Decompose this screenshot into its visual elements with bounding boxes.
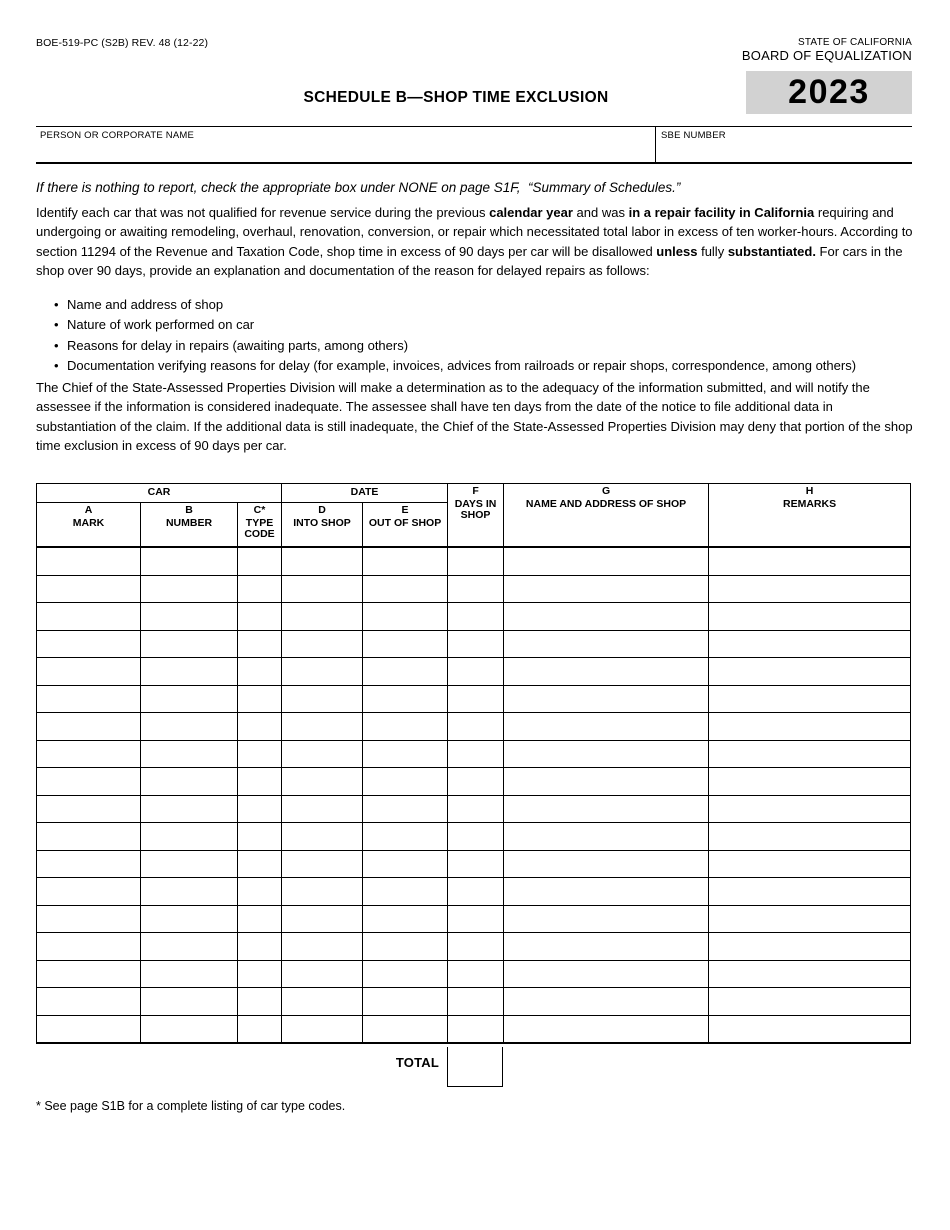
table-cell[interactable]	[141, 850, 238, 878]
table-cell[interactable]	[363, 547, 448, 575]
table-cell[interactable]	[504, 603, 709, 631]
table-cell[interactable]	[37, 713, 141, 741]
table-cell[interactable]	[282, 823, 363, 851]
table-cell[interactable]	[282, 713, 363, 741]
table-cell[interactable]	[504, 850, 709, 878]
table-cell[interactable]	[37, 850, 141, 878]
table-cell[interactable]	[141, 960, 238, 988]
table-cell[interactable]	[141, 988, 238, 1016]
column-letter: G	[601, 485, 611, 497]
table-cell[interactable]	[709, 768, 911, 796]
table-cell[interactable]	[37, 878, 141, 906]
table-cell[interactable]	[238, 547, 282, 575]
table-cell[interactable]	[141, 878, 238, 906]
column-letter: A	[84, 504, 93, 516]
table-cell[interactable]	[504, 823, 709, 851]
column-header-days-in-shop	[448, 484, 504, 548]
table-cell[interactable]	[37, 823, 141, 851]
table-cell[interactable]	[363, 933, 448, 961]
table-cell[interactable]	[709, 685, 911, 713]
table-cell[interactable]	[709, 713, 911, 741]
table-cell[interactable]	[238, 795, 282, 823]
table-cell[interactable]	[363, 768, 448, 796]
table-row	[37, 905, 911, 933]
para1-text: and was	[572, 205, 629, 220]
table-cell[interactable]	[363, 905, 448, 933]
column-label: REMARKS	[782, 497, 837, 510]
list-item: • Documentation verifying reasons for delay (for example, invoices, advices from railroads or repair shops, correspondence, among others)	[67, 356, 914, 376]
table-cell[interactable]	[504, 933, 709, 961]
table-cell[interactable]	[238, 575, 282, 603]
table-cell[interactable]	[282, 1015, 363, 1043]
para1-text: requiring and undergoing or awaiting remodeling, overhaul, renovation, conversion, or repair which necessitated total labor in excess of ten worker-hours. According to section 11294 of the Revenue and Taxation Code, shop time in excess of 90 days per car will be disallowed	[36, 205, 913, 259]
table-row	[37, 658, 911, 686]
table-cell[interactable]	[448, 988, 504, 1016]
table-cell[interactable]	[37, 630, 141, 658]
column-label: NAME AND ADDRESS OF SHOP	[525, 497, 687, 510]
table-cell[interactable]	[363, 960, 448, 988]
table-cell[interactable]	[448, 575, 504, 603]
table-cell[interactable]	[141, 768, 238, 796]
table-row	[37, 713, 911, 741]
table-cell[interactable]	[282, 988, 363, 1016]
table-row	[37, 850, 911, 878]
table-cell[interactable]	[709, 575, 911, 603]
table-cell[interactable]	[238, 823, 282, 851]
state-name: STATE OF CALIFORNIA	[798, 37, 912, 48]
table-cell[interactable]	[448, 547, 504, 575]
table-row	[37, 823, 911, 851]
table-cell[interactable]	[37, 547, 141, 575]
column-header-type-code	[238, 503, 282, 548]
year-badge: 2023	[746, 71, 912, 114]
table-cell[interactable]	[448, 905, 504, 933]
table-cell[interactable]	[709, 878, 911, 906]
table-cell[interactable]	[37, 960, 141, 988]
agency-block	[0, 37, 912, 63]
para1-bold-unless: unless	[656, 243, 698, 259]
table-cell[interactable]	[504, 547, 709, 575]
column-header-out-of-shop	[363, 503, 448, 548]
table-cell[interactable]	[37, 603, 141, 631]
table-cell[interactable]	[363, 603, 448, 631]
table-cell[interactable]	[37, 1015, 141, 1043]
table-cell[interactable]	[363, 850, 448, 878]
table-cell[interactable]	[37, 905, 141, 933]
table-cell[interactable]	[238, 878, 282, 906]
table-cell[interactable]	[282, 905, 363, 933]
table-cell[interactable]	[141, 658, 238, 686]
table-cell[interactable]	[709, 823, 911, 851]
table-cell[interactable]	[141, 603, 238, 631]
table-body	[37, 547, 911, 1043]
list-item: • Reasons for delay in repairs (awaiting parts, among others)	[67, 336, 914, 356]
para1-text: fully	[697, 243, 728, 259]
table-cell[interactable]	[141, 905, 238, 933]
table-cell[interactable]	[504, 988, 709, 1016]
table-cell[interactable]	[141, 740, 238, 768]
table-cell[interactable]	[709, 547, 911, 575]
column-letter: B	[185, 504, 193, 516]
table-cell[interactable]	[709, 658, 911, 686]
table-cell[interactable]	[448, 630, 504, 658]
table-cell[interactable]	[448, 933, 504, 961]
table-cell[interactable]	[141, 630, 238, 658]
table-row	[37, 878, 911, 906]
page-title: SCHEDULE B—SHOP TIME EXCLUSION	[303, 89, 609, 106]
table-row	[37, 603, 911, 631]
table-cell[interactable]	[504, 905, 709, 933]
table-cell[interactable]	[37, 685, 141, 713]
table-cell[interactable]	[363, 575, 448, 603]
sbe-number-input[interactable]	[661, 141, 899, 159]
table-cell[interactable]	[504, 658, 709, 686]
column-label: OUT OF SHOP	[368, 516, 442, 529]
table-cell[interactable]	[709, 740, 911, 768]
table-cell[interactable]	[141, 575, 238, 603]
table-cell[interactable]	[363, 1015, 448, 1043]
table-cell[interactable]	[141, 713, 238, 741]
table-cell[interactable]	[504, 685, 709, 713]
table-row	[37, 933, 911, 961]
table-cell[interactable]	[238, 905, 282, 933]
column-label: NUMBER	[165, 516, 213, 529]
table-cell[interactable]	[282, 878, 363, 906]
form-number: BOE-519-PC (S2B) REV. 48 (12-22)	[36, 37, 209, 49]
table-cell[interactable]	[504, 768, 709, 796]
sbe-number-field-box	[656, 127, 912, 162]
column-letter: F	[472, 485, 479, 497]
table-cell[interactable]	[709, 795, 911, 823]
table-cell[interactable]	[709, 988, 911, 1016]
table-cell[interactable]	[238, 1015, 282, 1043]
table-cell[interactable]	[448, 823, 504, 851]
none-instruction: If there is nothing to report, check the appropriate box under NONE on page S1F, “Summary of Schedules.”	[36, 180, 681, 195]
list-item: • Nature of work performed on car	[67, 315, 914, 335]
table-cell[interactable]	[282, 768, 363, 796]
column-label: TYPE CODE	[244, 516, 275, 540]
table-cell[interactable]	[448, 878, 504, 906]
column-group-date: DATE	[282, 484, 448, 503]
sbe-number-label: SBE NUMBER	[661, 130, 726, 141]
table-cell[interactable]	[238, 685, 282, 713]
agency-name: BOARD OF EQUALIZATION	[741, 47, 912, 63]
table-cell[interactable]	[709, 905, 911, 933]
type-code-footnote: * See page S1B for a complete listing of car type codes.	[36, 1099, 346, 1113]
table-cell[interactable]	[363, 795, 448, 823]
table-cell[interactable]	[141, 685, 238, 713]
table-cell[interactable]	[504, 713, 709, 741]
table-cell[interactable]	[709, 933, 911, 961]
table-cell[interactable]	[238, 658, 282, 686]
table-row	[37, 960, 911, 988]
column-letter: D	[318, 504, 326, 516]
column-header-number	[141, 503, 238, 548]
table-cell[interactable]	[448, 795, 504, 823]
table-cell[interactable]	[448, 658, 504, 686]
table-cell[interactable]	[238, 630, 282, 658]
table-row	[37, 547, 911, 575]
table-cell[interactable]	[282, 630, 363, 658]
person-name-label: PERSON OR CORPORATE NAME	[40, 130, 195, 141]
table-cell[interactable]	[282, 960, 363, 988]
column-label: INTO SHOP	[293, 516, 351, 529]
para1-bold-substantiated: substantiated.	[727, 243, 816, 259]
table-cell[interactable]	[709, 960, 911, 988]
table-cell[interactable]	[238, 933, 282, 961]
table-cell[interactable]	[37, 740, 141, 768]
table-cell[interactable]	[504, 630, 709, 658]
table-cell[interactable]	[37, 795, 141, 823]
table-cell[interactable]	[448, 603, 504, 631]
table-cell[interactable]	[363, 658, 448, 686]
table-cell[interactable]	[448, 850, 504, 878]
table-cell[interactable]	[282, 603, 363, 631]
identity-strip	[36, 126, 912, 164]
column-label: MARK	[72, 516, 105, 529]
table-cell[interactable]	[238, 960, 282, 988]
table-cell[interactable]	[448, 960, 504, 988]
table-cell[interactable]	[238, 740, 282, 768]
table-cell[interactable]	[141, 795, 238, 823]
table-row	[37, 795, 911, 823]
table-cell[interactable]	[37, 658, 141, 686]
table-cell[interactable]	[363, 878, 448, 906]
column-header-remarks	[709, 484, 911, 548]
total-days-box[interactable]	[447, 1047, 503, 1087]
table-cell[interactable]	[504, 1015, 709, 1043]
table-cell[interactable]	[363, 685, 448, 713]
para1-text: For cars in the shop over 90 days, provide an explanation and documentation of the reason for delayed repairs as follows:	[36, 243, 903, 278]
person-name-input[interactable]	[40, 141, 624, 159]
table-row	[37, 1015, 911, 1043]
table-cell[interactable]	[238, 713, 282, 741]
table-cell[interactable]	[448, 768, 504, 796]
table-cell[interactable]	[141, 823, 238, 851]
table-cell[interactable]	[709, 603, 911, 631]
table-row	[37, 988, 911, 1016]
table-cell[interactable]	[282, 575, 363, 603]
table-row	[37, 768, 911, 796]
table-cell[interactable]	[448, 685, 504, 713]
table-cell[interactable]	[141, 547, 238, 575]
table-cell[interactable]	[282, 933, 363, 961]
table-cell[interactable]	[238, 603, 282, 631]
para1-bold-repair-facility: in a repair facility in California	[628, 205, 815, 220]
table-cell[interactable]	[448, 713, 504, 741]
table-cell[interactable]	[448, 1015, 504, 1043]
para1-bold-calendar-year: calendar year	[489, 205, 573, 220]
table-cell[interactable]	[709, 1015, 911, 1043]
table-row	[37, 740, 911, 768]
column-header-mark	[37, 503, 141, 548]
table-row	[37, 630, 911, 658]
table-cell[interactable]	[282, 658, 363, 686]
instruction-paragraph-1	[36, 203, 914, 280]
list-item: • Name and address of shop	[67, 295, 914, 315]
table-cell[interactable]	[448, 740, 504, 768]
table-cell[interactable]	[363, 988, 448, 1016]
table-cell[interactable]	[37, 768, 141, 796]
table-cell[interactable]	[363, 740, 448, 768]
column-group-car: CAR	[37, 484, 282, 503]
para1-text: Identify each car that was not qualified for revenue service during the previous	[36, 205, 490, 220]
table-cell[interactable]	[363, 630, 448, 658]
instruction-paragraph-2: The Chief of the State-Assessed Properties Division will make a determination as to the adequacy of the information submitted, and will notify the assessee if the information is considered inadequate. The assessee shall have ten days from the date of the notice to file additional data in substantiation of the claim. If the additional data is still inadequate, the Chief of the State-Assessed Properties Division may deny that portion of the shop time exclusion in excess of 90 days per car.	[36, 380, 913, 453]
column-letter: E	[401, 504, 409, 516]
table-cell[interactable]	[709, 850, 911, 878]
requirements-list	[36, 295, 914, 377]
table-cell[interactable]	[238, 988, 282, 1016]
table-cell[interactable]	[504, 960, 709, 988]
shop-time-table	[36, 483, 911, 1044]
table-cell[interactable]	[238, 768, 282, 796]
column-header-into-shop	[282, 503, 363, 548]
table-cell[interactable]	[282, 795, 363, 823]
table-cell[interactable]	[504, 878, 709, 906]
table-cell[interactable]	[363, 823, 448, 851]
table-cell[interactable]	[504, 575, 709, 603]
person-name-field-box	[36, 127, 656, 162]
table-cell[interactable]	[37, 988, 141, 1016]
table-row	[37, 685, 911, 713]
table-row	[37, 575, 911, 603]
table-cell[interactable]	[363, 713, 448, 741]
table-cell[interactable]	[504, 740, 709, 768]
table-cell[interactable]	[282, 740, 363, 768]
table-cell[interactable]	[282, 850, 363, 878]
table-cell[interactable]	[709, 630, 911, 658]
column-letter: C*	[253, 504, 266, 516]
table-cell[interactable]	[37, 933, 141, 961]
table-cell[interactable]	[282, 685, 363, 713]
column-label: DAYS IN SHOP	[454, 497, 497, 521]
table-cell[interactable]	[238, 850, 282, 878]
column-header-shop-name-address	[504, 484, 709, 548]
column-letter: H	[805, 485, 814, 497]
table-cell[interactable]	[504, 795, 709, 823]
table-cell[interactable]	[141, 1015, 238, 1043]
total-label: TOTAL	[395, 1055, 439, 1070]
table-cell[interactable]	[282, 547, 363, 575]
table-cell[interactable]	[37, 575, 141, 603]
table-cell[interactable]	[141, 933, 238, 961]
